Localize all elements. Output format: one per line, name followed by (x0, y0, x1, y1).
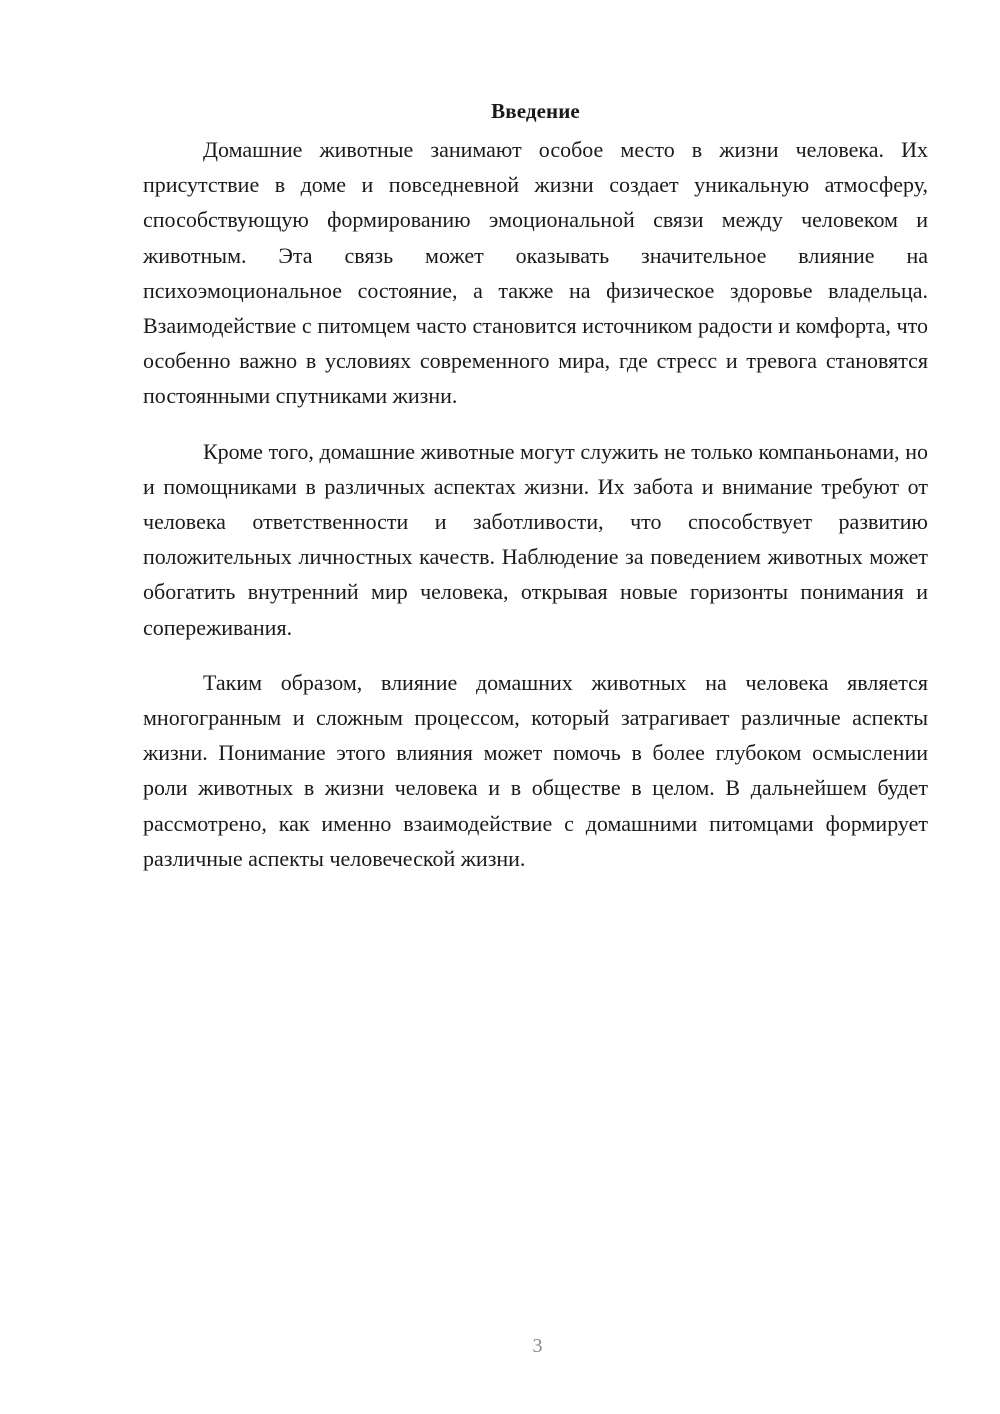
page-number: 3 (532, 1335, 543, 1357)
paragraph-3: Таким образом, влияние домашних животных на человека является многогранным и сложным процессом, который затрагивает различные аспекты жизни. Понимание этого влияния может помочь в более глубоком осмыслении роли животных в жизни человека и в обществе в целом. В дальнейшем будет рассмотрено, как именно взаимодействие с домашними питомцами формирует различные аспекты человеческой жизни. (143, 669, 928, 871)
paragraph-2: Кроме того, домашние животные могут служить не только компаньонами, но и помощниками в различных аспектах жизни. Их забота и внимание требуют от человека ответственности и заботливости, что способствует развитию положительных личностных качеств. Наблюдение за поведением животных может обогатить внутренний мир человека, открывая новые горизонты понимания и сопереживания. (143, 438, 928, 640)
section-title: Введение (491, 99, 580, 123)
paragraph-1: Домашние животные занимают особое место в жизни человека. Их присутствие в доме и повседневной жизни создает уникальную атмосферу, способствующую формированию эмоциональной связи между человеком и животным. Эта связь может оказывать значительное влияние на психоэмоциональное состояние, а также на физическое здоровье владельца. Взаимодействие с питомцем часто становится источником радости и комфорта, что особенно важно в условиях современного мира, где стресс и тревога становятся постоянными спутниками жизни. (143, 137, 928, 409)
page-content (143, 96, 928, 896)
